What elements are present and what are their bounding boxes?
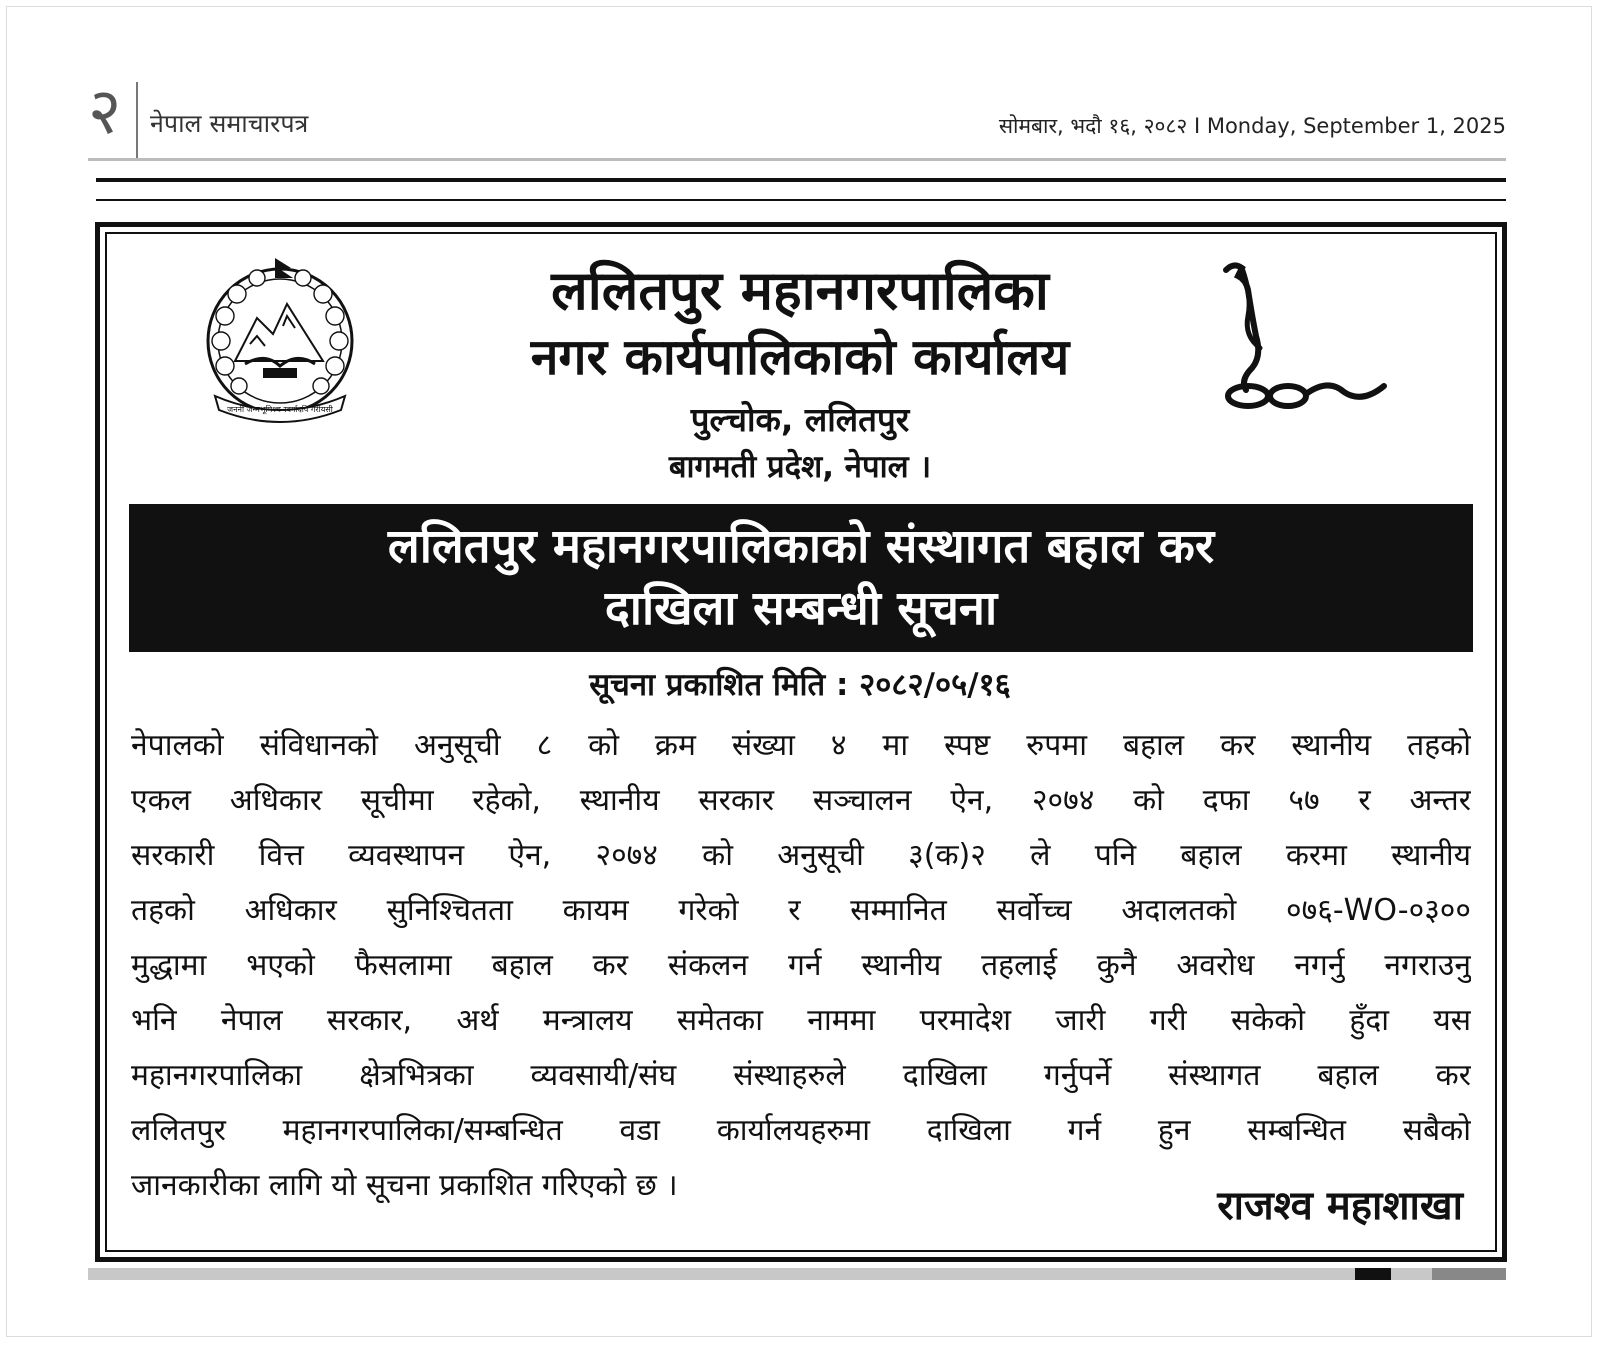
body-line: एकल अधिकार सूचीमा रहेको, स्थानीय सरकार सञ्चालन ऐन, २०७४ को दफा ५७ र अन्तर [131,783,1471,818]
body-line: सरकारी वित्त व्यवस्थापन ऐन, २०७४ को अनुसूची ३(क)२ ले पनि बहाल करमा स्थानीय [131,838,1471,873]
signatory-department: राजश्व महाशाखा [1217,1183,1463,1229]
body-line: तहको अधिकार सुनिश्चितता कायम गरेको र सम्मानित सर्वोच्च अदालतको ०७६-WO-०३०० [131,893,1471,928]
office-name: नगर कार्यपालिकाको कार्यालय [530,328,1070,386]
footer-rule [88,1268,1506,1280]
header-rule-thick [96,178,1506,182]
notice-body [131,718,1471,1213]
footer-mark-gray [1432,1268,1506,1280]
notice-title-banner [129,504,1473,652]
body-line: महानगरपालिका क्षेत्रभित्रका व्यवसायी/संघ संस्थाहरुले दाखिला गर्नुपर्ने संस्थागत बहाल कर [131,1058,1471,1093]
office-province: बागमती प्रदेश, नेपाल । [668,449,932,485]
municipality-logo-icon [1212,256,1412,416]
issue-date: सोमबार, भदौ १६, २०८२ I Monday, September 1, 2025 [998,114,1506,138]
body-line: भनि नेपाल सरकार, अर्थ मन्त्रालय समेतका नाममा परमादेश जारी गरी सकेको हुँदा यस [131,1003,1471,1038]
notice-title-line1: ललितपुर महानगरपालिकाको संस्थागत बहाल कर [387,519,1215,574]
body-line: ललितपुर महानगरपालिका/सम्बन्धित वडा कार्यालयहरुमा दाखिला गर्न हुन सम्बन्धित सबैको [131,1113,1471,1148]
header-rule-light [88,158,1506,161]
publication-date: सूचना प्रकाशित मिति : २०८२/०५/१६ [589,667,1011,703]
newspaper-name: नेपाल समाचारपत्र [150,109,309,138]
body-line: मुद्धामा भएको फैसलामा बहाल कर संकलन गर्न स्थानीय तहलाई कुनै अवरोध नगर्नु नगराउनु [131,948,1471,983]
footer-mark-dark [1355,1268,1391,1280]
municipality-name: ललितपुर महानगरपालिका [551,259,1049,322]
body-line: जानकारीका लागि यो सूचना प्रकाशित गरिएको छ । [131,1168,678,1203]
emblem-motto: जननी जन्मभूमिश्च स्वर्गादपि गरीयसी [227,405,333,414]
header-divider [136,82,138,160]
header-rule-thin [96,199,1506,201]
body-line: नेपालको संविधानको अनुसूची ८ को क्रम संख्या ४ मा स्पष्ट रुपमा बहाल कर स्थानीय तहको [131,728,1471,763]
notice-title-line2: दाखिला सम्बन्धी सूचना [604,581,998,636]
page-number: २ [88,75,122,149]
office-address: पुल्चोक, ललितपुर [690,400,910,439]
